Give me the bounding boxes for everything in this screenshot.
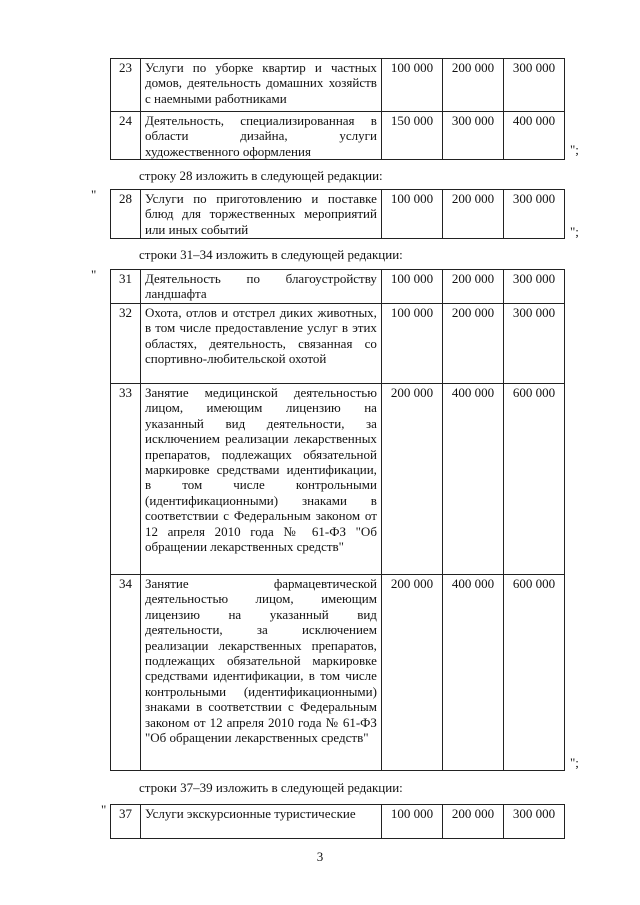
table-row bbox=[111, 805, 565, 839]
row-description: Охота, отлов и отстрел диких животных, в том числе предоставление услуг в этих областях, деятельность, связанная со спортивно-любительской охотой bbox=[140, 304, 381, 384]
row-value-2: 400 000 bbox=[442, 575, 503, 771]
row-value-3: 300 000 bbox=[503, 805, 564, 839]
page-number: 3 bbox=[316, 849, 324, 864]
row-description: Услуги по приготовлению и поставке блюд для торжественных мероприятий или иных событий bbox=[140, 190, 381, 239]
row-value-3: 400 000 bbox=[503, 112, 564, 160]
opening-quote: " bbox=[101, 802, 107, 817]
row-description: Услуги экскурсионные туристические bbox=[140, 805, 381, 839]
closing-quote: "; bbox=[570, 224, 579, 239]
row-value-3: 600 000 bbox=[503, 575, 564, 771]
row-number: 28 bbox=[111, 190, 141, 239]
row-value-3: 300 000 bbox=[503, 59, 564, 112]
row-description: Услуги по уборке квартир и частных домов, деятельность домашних хозяйств с наемными работниками bbox=[140, 59, 381, 112]
row-value-2: 400 000 bbox=[442, 384, 503, 575]
row-number: 33 bbox=[111, 384, 141, 575]
row-value-2: 200 000 bbox=[442, 59, 503, 112]
row-value-1: 100 000 bbox=[381, 805, 442, 839]
row-value-1: 100 000 bbox=[381, 190, 442, 239]
amendment-instruction: строки 37–39 изложить в следующей редакции: bbox=[139, 780, 403, 795]
closing-quote: "; bbox=[570, 755, 579, 770]
row-value-3: 300 000 bbox=[503, 304, 564, 384]
opening-quote: " bbox=[91, 187, 97, 202]
row-value-1: 100 000 bbox=[381, 59, 442, 112]
amendment-instruction: строки 31–34 изложить в следующей редакции: bbox=[139, 247, 403, 262]
row-value-2: 200 000 bbox=[442, 805, 503, 839]
row-value-2: 200 000 bbox=[442, 270, 503, 304]
table-row bbox=[111, 59, 565, 112]
table-row bbox=[111, 384, 565, 575]
row-number: 23 bbox=[111, 59, 141, 112]
row-value-1: 200 000 bbox=[381, 384, 442, 575]
closing-quote: "; bbox=[570, 142, 579, 157]
row-number: 34 bbox=[111, 575, 141, 771]
table-row bbox=[111, 270, 565, 304]
row-number: 37 bbox=[111, 805, 141, 839]
row-value-1: 150 000 bbox=[381, 112, 442, 160]
table-rows-23-24 bbox=[110, 58, 565, 160]
table-row bbox=[111, 304, 565, 384]
opening-quote: " bbox=[91, 267, 97, 282]
row-value-3: 300 000 bbox=[503, 190, 564, 239]
row-number: 32 bbox=[111, 304, 141, 384]
row-value-2: 200 000 bbox=[442, 304, 503, 384]
table-row bbox=[111, 190, 565, 239]
row-value-3: 300 000 bbox=[503, 270, 564, 304]
row-value-2: 200 000 bbox=[442, 190, 503, 239]
table-row bbox=[111, 575, 565, 771]
row-number: 31 bbox=[111, 270, 141, 304]
row-description: Занятие фармацевтической деятельностью лицом, имеющим лицензию на указанный вид деятельности, за исключением реализации лекарственных препаратов, подлежащих обязательной маркировке средствами идентификации, в том числе контрольными (идентификационными) знаками в соответствии с Федеральным законом от 12 апреля 2010 года № 61-ФЗ "Об обращении лекарственных средств" bbox=[140, 575, 381, 771]
row-description: Занятие медицинской деятельностью лицом, имеющим лицензию на указанный вид деятельности, за исключением реализации лекарственных препаратов, подлежащих обязательной маркировке средствами идентификации, в том числе контрольными (идентификационными) знаками в соответствии с Федеральным законом от 12 апреля 2010 года № 61-ФЗ "Об обращении лекарственных средств" bbox=[140, 384, 381, 575]
row-number: 24 bbox=[111, 112, 141, 160]
amendment-instruction: строку 28 изложить в следующей редакции: bbox=[139, 168, 383, 183]
row-value-1: 100 000 bbox=[381, 270, 442, 304]
row-description: Деятельность, специализированная в области дизайна, услуги художественного оформления bbox=[140, 112, 381, 160]
table-row bbox=[111, 112, 565, 160]
row-value-2: 300 000 bbox=[442, 112, 503, 160]
table-row-28 bbox=[110, 189, 565, 239]
table-rows-31-34 bbox=[110, 269, 565, 771]
row-value-3: 600 000 bbox=[503, 384, 564, 575]
row-value-1: 100 000 bbox=[381, 304, 442, 384]
table-row-37 bbox=[110, 804, 565, 839]
row-description: Деятельность по благоустройству ландшафта bbox=[140, 270, 381, 304]
row-value-1: 200 000 bbox=[381, 575, 442, 771]
